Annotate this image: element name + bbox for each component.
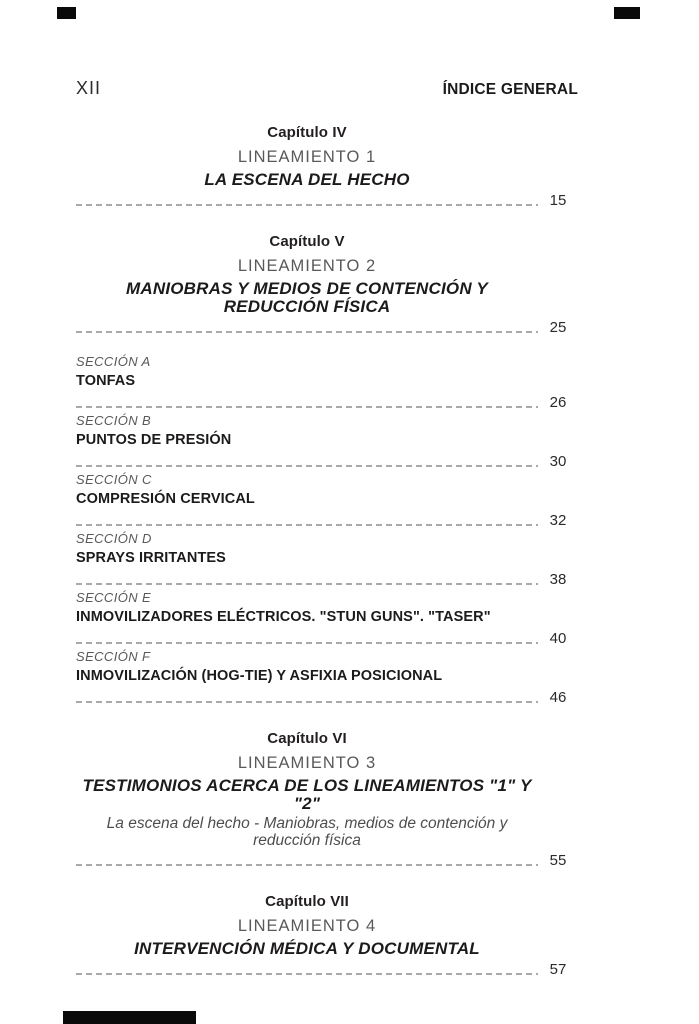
chapter-label: Capítulo VI <box>267 730 347 747</box>
page-number: 30 <box>549 453 567 470</box>
leader-dashes <box>76 465 538 467</box>
lineamiento-label: LINEAMIENTO 4 <box>237 917 377 935</box>
leader-dashes <box>76 406 538 408</box>
section-label: SECCIÓN C <box>76 472 152 487</box>
page-number: 55 <box>549 852 567 869</box>
crop-mark-top-right <box>614 7 640 19</box>
page-number: 26 <box>549 394 567 411</box>
leader-dashes <box>76 204 538 206</box>
toc-section-entry <box>76 650 578 705</box>
toc-leader-row <box>76 319 578 335</box>
toc-chapter-entry <box>76 234 578 335</box>
section-title: TONFAS <box>76 373 136 389</box>
lineamiento-label: LINEAMIENTO 2 <box>237 257 377 275</box>
leader-dashes <box>76 524 538 526</box>
page-number: 40 <box>549 630 567 647</box>
page-number: 57 <box>549 961 567 978</box>
toc-section-entry <box>76 591 578 646</box>
chapter-title: LA ESCENA DEL HECHO <box>204 170 410 189</box>
section-label: SECCIÓN B <box>76 413 152 428</box>
page-number: 32 <box>549 512 567 529</box>
toc-section-entry <box>76 414 578 469</box>
section-label: SECCIÓN A <box>76 354 151 369</box>
toc-chapter-entry <box>76 125 578 208</box>
toc-leader-row <box>76 689 578 705</box>
toc-leader-row <box>76 571 578 587</box>
lineamiento-label: LINEAMIENTO 3 <box>237 754 377 772</box>
toc-leader-row <box>76 453 578 469</box>
crop-mark-bottom-left <box>63 1011 196 1024</box>
toc-entries <box>76 125 578 977</box>
leader-dashes <box>76 973 538 975</box>
leader-dashes <box>76 331 538 333</box>
leader-dashes <box>76 642 538 644</box>
lineamiento-label: LINEAMIENTO 1 <box>237 148 377 166</box>
chapter-label: Capítulo VII <box>265 893 349 910</box>
toc-leader-row <box>76 512 578 528</box>
toc-leader-row <box>76 192 578 208</box>
toc-leader-row <box>76 394 578 410</box>
toc-leader-row <box>76 630 578 646</box>
chapter-label: Capítulo IV <box>267 124 347 141</box>
section-title: SPRAYS IRRITANTES <box>76 550 226 566</box>
chapter-title: MANIOBRAS Y MEDIOS DE CONTENCIÓN Y REDUCCIÓN FÍSICA <box>126 279 488 316</box>
chapter-label: Capítulo V <box>269 233 345 250</box>
leader-dashes <box>76 583 538 585</box>
section-title: INMOVILIZACIÓN (HOG-TIE) Y ASFIXIA POSICIONAL <box>76 668 443 684</box>
chapter-subtitle: La escena del hecho - Maniobras, medios de contención y reducción física <box>106 815 508 849</box>
page-number: 46 <box>549 689 567 706</box>
folio-number: XII <box>76 78 102 98</box>
leader-dashes <box>76 864 538 866</box>
index-general-heading: ÍNDICE GENERAL <box>442 81 578 98</box>
chapter-title: INTERVENCIÓN MÉDICA Y DOCUMENTAL <box>134 939 480 958</box>
crop-mark-top-left <box>57 7 76 19</box>
toc-section-entry <box>76 473 578 528</box>
running-head <box>76 79 578 99</box>
toc-leader-row <box>76 961 578 977</box>
section-label: SECCIÓN F <box>76 649 151 664</box>
section-title: INMOVILIZADORES ELÉCTRICOS. "STUN GUNS". "TASER" <box>76 609 491 625</box>
page-number: 25 <box>549 319 567 336</box>
page-number: 38 <box>549 571 567 588</box>
section-title: PUNTOS DE PRESIÓN <box>76 432 232 448</box>
leader-dashes <box>76 701 538 703</box>
toc-leader-row <box>76 852 578 868</box>
section-title: COMPRESIÓN CERVICAL <box>76 491 255 507</box>
section-label: SECCIÓN E <box>76 590 152 605</box>
toc-chapter-entry <box>76 894 578 977</box>
page-number: 15 <box>549 192 567 209</box>
toc-section-entry <box>76 355 578 410</box>
page-content <box>76 79 578 977</box>
section-label: SECCIÓN D <box>76 531 152 546</box>
toc-section-entry <box>76 532 578 587</box>
chapter-title: TESTIMONIOS ACERCA DE LOS LINEAMIENTOS "1" Y "2" <box>82 776 532 813</box>
toc-chapter-entry <box>76 731 578 868</box>
